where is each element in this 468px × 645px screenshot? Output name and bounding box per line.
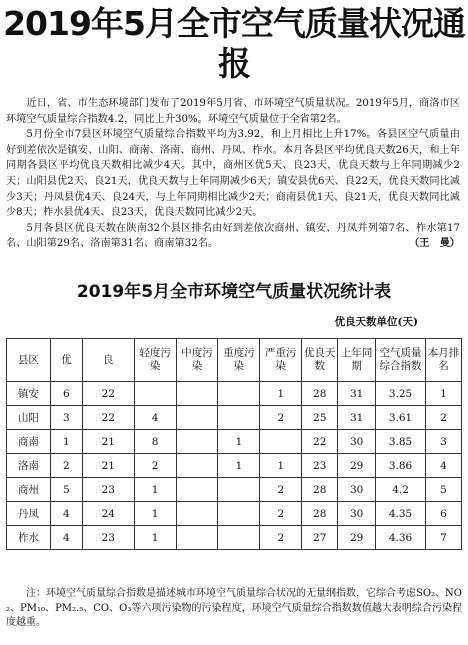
county-cell: 镇安 — [7, 382, 51, 406]
table-cell: 4.2 — [376, 478, 426, 502]
table-cell: 1 — [260, 382, 302, 406]
table-cell — [176, 406, 218, 430]
article-body — [6, 96, 460, 252]
table-cell — [218, 526, 260, 550]
header-cell: 优良天数 — [302, 339, 338, 382]
table-cell: 23 — [82, 526, 134, 550]
unit-note: 优良天数单位(天) — [334, 316, 418, 328]
table-cell: 2 — [50, 454, 82, 478]
header-cell: 优 — [50, 339, 82, 382]
county-cell: 丹凤 — [7, 502, 51, 526]
table-cell — [134, 382, 176, 406]
table-cell: 4 — [134, 406, 176, 430]
table-cell — [176, 454, 218, 478]
table-cell: 6 — [50, 382, 82, 406]
table-cell: 27 — [302, 526, 338, 550]
header-cell: 轻度污染 — [134, 339, 176, 382]
county-cell: 商州 — [7, 478, 51, 502]
table-cell: 1 — [260, 454, 302, 478]
table-cell: 3.25 — [376, 382, 426, 406]
table-cell: 2 — [426, 406, 462, 430]
table-cell — [176, 502, 218, 526]
header-cell: 严重污染 — [260, 339, 302, 382]
table-cell — [176, 478, 218, 502]
table-cell: 22 — [82, 406, 134, 430]
table-cell — [218, 478, 260, 502]
table-cell: 8 — [134, 430, 176, 454]
table-row — [7, 382, 462, 406]
table-cell: 4.36 — [376, 526, 426, 550]
table-cell: 29 — [338, 526, 376, 550]
header-cell: 县区 — [7, 339, 51, 382]
county-cell: 商南 — [7, 430, 51, 454]
table-cell: 30 — [338, 430, 376, 454]
county-cell: 洛南 — [7, 454, 51, 478]
table-cell: 22 — [302, 430, 338, 454]
author-credit: （王 曼） — [409, 237, 460, 250]
table-cell: 3.61 — [376, 406, 426, 430]
table-cell: 4 — [50, 526, 82, 550]
table-cell: 2 — [260, 502, 302, 526]
table-cell: 2 — [260, 478, 302, 502]
table-cell — [176, 382, 218, 406]
table-row — [7, 478, 462, 502]
table-cell: 23 — [302, 454, 338, 478]
table-cell: 29 — [338, 454, 376, 478]
table-cell: 28 — [302, 382, 338, 406]
table-cell: 1 — [426, 382, 462, 406]
table-cell: 23 — [82, 478, 134, 502]
table-cell — [176, 430, 218, 454]
table-cell: 7 — [426, 526, 462, 550]
table-cell: 28 — [302, 478, 338, 502]
table-cell: 5 — [50, 478, 82, 502]
table-cell: 4.35 — [376, 502, 426, 526]
table-cell: 21 — [82, 430, 134, 454]
footnote: 注：环境空气质量综合指数是描述城市环境空气质量综合状况的无量纲指数，它综合考虑SO₂、NO₂、PM₁₀、PM₂.₅、CO、O₃等六项污染物的污染程度，环境空气质量综合指数数值越大表明综合污染程度越重。 — [6, 588, 463, 628]
header-cell: 中度污染 — [176, 339, 218, 382]
table-cell: 1 — [50, 430, 82, 454]
header-cell: 本月排名 — [426, 339, 462, 382]
table-cell: 4 — [50, 502, 82, 526]
table-cell: 2 — [134, 454, 176, 478]
table-cell: 31 — [338, 382, 376, 406]
table-cell: 3.86 — [376, 454, 426, 478]
table-row — [7, 454, 462, 478]
air-quality-table — [6, 338, 462, 550]
header-cell: 空气质量综合指数 — [376, 339, 426, 382]
table-cell: 3 — [426, 430, 462, 454]
table-title: 2019年5月全市环境空气质量状况统计表 — [76, 282, 392, 302]
paragraph-3-text: 5月各县区优良天数在陕南32个县区排名由好到差依次商州、镇安、丹凤并列第7名、柞水第17名、山阳第29名、洛南第31名、商南第32名。 — [6, 222, 460, 250]
table-cell: 1 — [134, 502, 176, 526]
table-row — [7, 502, 462, 526]
header-cell: 上年同期 — [338, 339, 376, 382]
table-header-row — [7, 339, 462, 382]
table-cell — [260, 430, 302, 454]
table-cell: 1 — [134, 526, 176, 550]
paragraph-2: 5月份全市7县区环境空气质量综合指数平均为3.92，和上月相比上升17%。各县区空气质量由好到差依次是镇安、山阳、商南、洛南、商州、丹凤、柞水。本月各县区平均优良天数26天，和上年同期各县区平均优良天数相比减少4天。其中，商州区优5天、良23天，优良天数与上年同期减少2天；山阳县优2天、良21天，优良天数与上年同期减少6天；镇安县优6天、良22天，优良天数同比减少3天；丹凤县优4天、良24天，与上年同期相比减少2天；商南县优1天、良21天，优良天数同比减少8天；柞水县优4天、良23天，优良天数同比减少2天。 — [6, 129, 460, 219]
table-row — [7, 526, 462, 550]
table-cell — [218, 502, 260, 526]
table-cell: 3.85 — [376, 430, 426, 454]
table-cell — [218, 406, 260, 430]
table-cell: 1 — [218, 454, 260, 478]
table-row — [7, 430, 462, 454]
table-cell: 25 — [302, 406, 338, 430]
table-cell: 1 — [134, 478, 176, 502]
table-cell: 6 — [426, 502, 462, 526]
county-cell: 柞水 — [7, 526, 51, 550]
table-cell: 4 — [426, 454, 462, 478]
table-cell — [218, 382, 260, 406]
table-cell: 22 — [82, 382, 134, 406]
paragraph-1: 近日，省、市生态环境部门发布了2019年5月省、市环境空气质量状况。2019年5月，商洛市区环境空气质量综合指数4.2，同比上升30%。环境空气质量位于全省第2名。 — [6, 98, 460, 125]
table-cell: 2 — [260, 406, 302, 430]
table-cell: 3 — [50, 406, 82, 430]
table-cell: 30 — [338, 478, 376, 502]
table-cell: 2 — [260, 526, 302, 550]
table-cell: 21 — [82, 454, 134, 478]
table-cell: 24 — [82, 502, 134, 526]
table-cell: 1 — [218, 430, 260, 454]
table-row — [7, 406, 462, 430]
header-cell: 良 — [82, 339, 134, 382]
county-cell: 山阳 — [7, 406, 51, 430]
table-cell: 5 — [426, 478, 462, 502]
header-cell: 重度污染 — [218, 339, 260, 382]
table-cell: 30 — [338, 502, 376, 526]
headline: 2019年5月全市空气质量状况通报 — [3, 4, 465, 83]
table-cell: 31 — [338, 406, 376, 430]
table-body — [7, 382, 462, 550]
table-cell — [176, 526, 218, 550]
table-cell: 28 — [302, 502, 338, 526]
paragraph-3 — [6, 221, 460, 252]
